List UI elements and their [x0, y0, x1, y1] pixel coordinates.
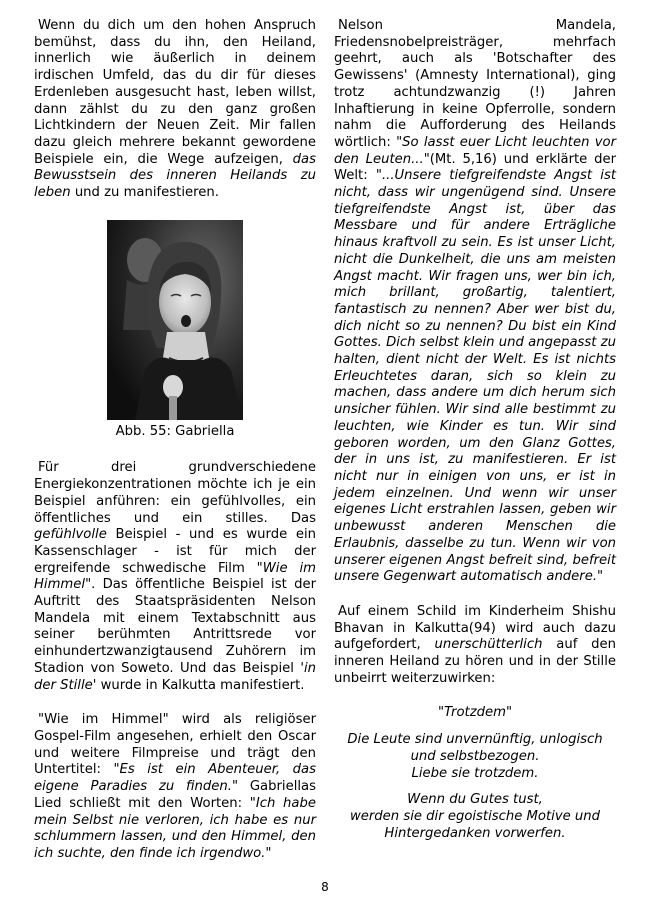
paragraph-mandela: Nelson Mandela, Friedensnobelpreisträger, mehrfach geehrt, auch als 'Botschafter des Gewissens' (Amnesty International), ging trotz achtundzwanzig (!) Jahren Inhaftierung in keine Opferrolle, sondern nahm die Aufforderung des Heilands wörtlich: "So lasst euer Licht leuchten vor den Leuten..."(Mt. 5,16) und erklärte der Welt: "...Unsere tiefgreifendste Angst ist nicht, dass wir ungenügend sind. Unsere tiefgreifendste Angst ist, über das Messbare und für andere Erträgliche hinaus kraftvoll zu sein. Es ist unser Licht, nicht die Dunkelheit, die uns am meisten Angst macht. Wir fragen uns, wer bin ich, mich brillant, großartig, talentiert, fantastisch zu nennen? Aber wer bist du, dich nicht so zu nennen? Du bist ein Kind Gottes. Dich selbst klein und angepasst zu halten, dient nicht der Welt. Es ist nichts Erleuchtetes daran, sich so klein zu machen, dass andere um dich herum sich unsicher fühlen. Wir sind alle bestimmt zu leuchten, wie Kinder es tun. Wir sind geboren worden, um den Glanz Gottes, der in uns ist, zu manifestieren. Er ist nicht nur in einigen von uns, er ist in jedem einzelnen. Und wenn wir unser eigenes Licht erstrahlen lassen, geben wir unbewusst anderen Menschen die Erlaubnis, dasselbe zu tun. Wenn wir von unserer eigenen Angst befreit sind, befreit unsere Gegenwart automatisch andere.": [334, 18, 617, 585]
poem-line: und selbstbezogen.: [410, 748, 540, 764]
poem-line: Liebe sie trotzdem.: [411, 765, 539, 781]
left-column: [34, 18, 316, 881]
poem-line: werden sie dir egoistische Motive und: [349, 808, 601, 824]
poem-trotzdem: [334, 705, 616, 842]
paragraph-shishu-bhavan: Auf einem Schild im Kinderheim Shishu Bhavan in Kalkutta(94) wird auch dazu aufgefordert, unerschütterlich auf den inneren Heiland zu hören und in der Stille unbeirrt weiterzuwirken:: [334, 603, 616, 686]
poem-line: Hintergedanken vorwerfen.: [384, 825, 566, 841]
poem-stanza: [334, 732, 616, 782]
poem-line: Wenn du Gutes tust,: [407, 792, 543, 808]
paragraph-wie-im-himmel: "Wie im Himmel" wird als religiöser Gospel-Film angesehen, erhielt den Oscar und weitere Filmpreise und trägt den Untertitel: "Es ist ein Abenteuer, das eigene Paradies zu finden." Gabriellas Lied schließt mit den Worten: "Ich habe mein Selbst nie verloren, ich habe es nur schlummern lassen, und den Himmel, den ich suchte, den finde ich irgendwo.": [34, 712, 316, 861]
page-number: 8: [321, 880, 329, 894]
figure-caption: Abb. 55: Gabriella: [115, 423, 235, 439]
poem-title: "Trotzdem": [437, 705, 513, 721]
photo-gabriella-singing: [107, 220, 243, 420]
paragraph-three-examples: Für drei grundverschiedene Energiekonzentrationen möchte ich je ein Beispiel anführen: ein gefühlvolles, ein öffentliches und ein stilles. Das gefühlvolle Beispiel - und es wurde ein Kassenschlager - ist für mich der ergreifende schwedische Film "Wie im Himmel". Das öffentliche Beispiel ist der Auftritt des Staatspräsidenten Nelson Mandela mit einem Textabschnitt aus seiner berühmten Antrittsrede vor einhundertzwanzigtausend Zuhörern im Stadion von Soweto. Und das Beispiel 'in der Stille' wurde in Kalkutta manifestiert.: [34, 460, 316, 693]
poem-stanza: [334, 792, 616, 842]
paragraph-intro: Wenn du dich um den hohen Anspruch bemühst, dass du ihn, den Heiland, innerlich wie äußerlich in deinem irdischen Umfeld, das du dir für dieses Erdenleben ausgesucht hast, leben willst, dann zählst du zu den ganz großen Lichtkindern der Neuen Zeit. Mir fallen dazu gleich mehrere bekannt gewordene Beispiele ein, die Wege aufzeigen, das Bewusstsein des inneren Heilands zu leben und zu manifestieren.: [34, 18, 316, 201]
figure-gabriella: [34, 220, 316, 441]
right-column: [334, 18, 616, 852]
poem-line: Die Leute sind unvernünftig, unlogisch: [347, 732, 603, 748]
